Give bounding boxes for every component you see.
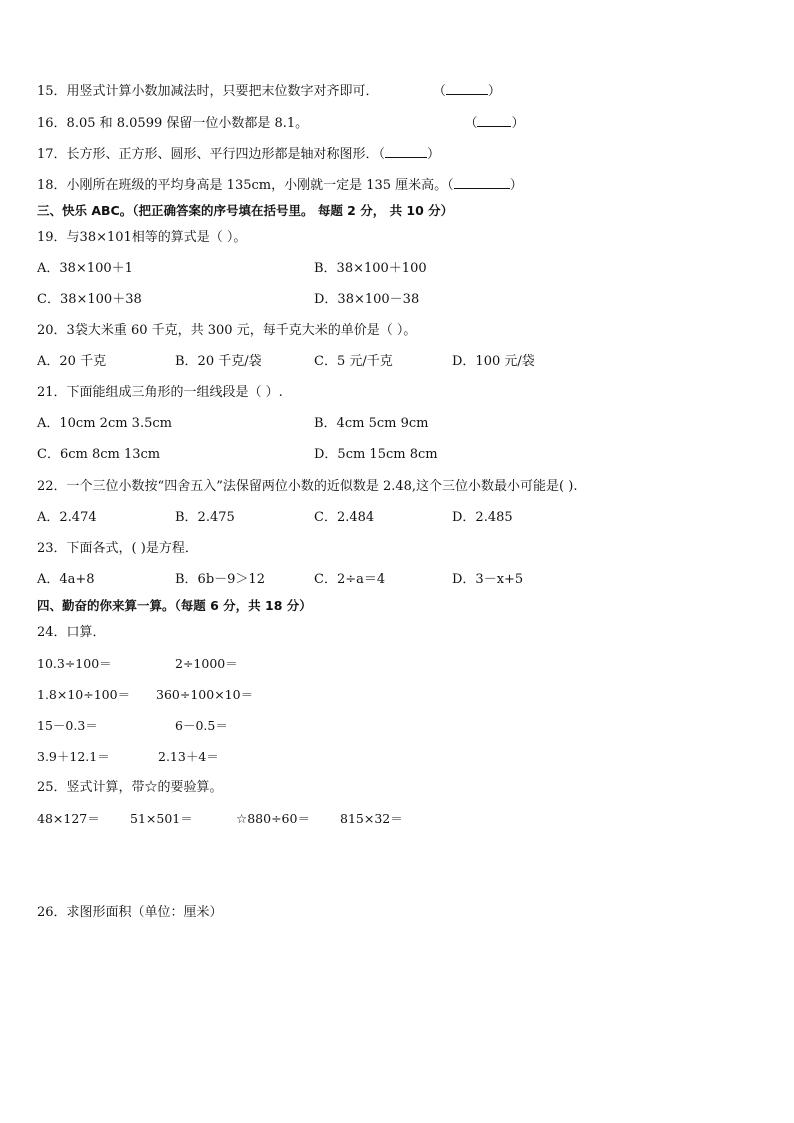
question-23-stem: 23．下面各式，( )是方程． <box>37 541 198 556</box>
question-25-stem: 25．竖式计算，带☆的要验算。 <box>37 780 223 795</box>
question-text: 15．用竖式计算小数加减法时，只要把末位数字对齐即可． <box>37 84 379 99</box>
answer-blank[interactable] <box>477 114 511 127</box>
question-text: 18．小刚所在班级的平均身高是 135cm，小刚就一定是 135 厘米高。（ <box>37 178 454 193</box>
question-22-stem: 22．一个三位小数按“四舍五入”法保留两位小数的近似数是 2.48,这个三位小数最小可能是( ). <box>37 479 578 494</box>
mental-calc-item: 1.8×10÷100＝ <box>37 687 131 702</box>
answer-paren-open: （ <box>432 84 446 99</box>
answer-blank[interactable] <box>446 82 488 95</box>
question-20-stem: 20．3袋大米重 60 千克，共 300 元，每千克大米的单价是（ ）。 <box>37 323 417 338</box>
option-b[interactable]: B．38×100＋100 <box>314 261 427 276</box>
vertical-calc-item: 48×127＝ <box>37 811 100 826</box>
option-a[interactable]: A．4a+8 <box>37 572 95 587</box>
question-18 <box>37 176 523 195</box>
section-3-title: 三、快乐 ABC。（把正确答案的序号填在括号里。 每题 2 分， 共 10 分） <box>37 203 454 218</box>
option-c[interactable]: C．6cm 8cm 13cm <box>37 447 161 462</box>
answer-paren-close: ） <box>487 84 501 99</box>
answer-blank[interactable] <box>385 145 427 158</box>
option-d[interactable]: D．3－x+5 <box>452 572 524 587</box>
answer-paren-open: （ <box>464 116 478 131</box>
mental-calc-item: 10.3÷100＝ <box>37 656 112 671</box>
option-c[interactable]: C．2÷a＝4 <box>314 572 386 587</box>
option-c[interactable]: C．38×100＋38 <box>37 292 142 307</box>
question-24-stem: 24．口算． <box>37 625 106 640</box>
option-b[interactable]: B．4cm 5cm 9cm <box>314 416 429 431</box>
question-text: 17．长方形、正方形、圆形、平行四边形都是轴对称图形．（ <box>37 147 386 162</box>
option-b[interactable]: B．20 千克/袋 <box>175 354 262 369</box>
question-17 <box>37 145 440 164</box>
vertical-calc-item: 815×32＝ <box>340 811 403 826</box>
option-a[interactable]: A．10cm 2cm 3.5cm <box>37 416 172 431</box>
answer-paren-close: ） <box>509 178 523 193</box>
option-b[interactable]: B．6b－9＞12 <box>175 572 265 587</box>
question-26-stem: 26．求图形面积（单位：厘米） <box>37 905 223 920</box>
question-text: 16．8.05 和 8.0599 保留一位小数都是 8.1。 <box>37 116 309 131</box>
mental-calc-item: 360÷100×10＝ <box>156 687 254 702</box>
mental-calc-item: 3.9＋12.1＝ <box>37 749 110 764</box>
mental-calc-item: 2.13＋4＝ <box>158 749 219 764</box>
question-15 <box>37 82 501 101</box>
mental-calc-item: 2÷1000＝ <box>175 656 238 671</box>
answer-paren-close: ） <box>511 116 525 131</box>
vertical-calc-item: 51×501＝ <box>130 811 193 826</box>
mental-calc-item: 6－0.5＝ <box>175 718 228 733</box>
question-21-stem: 21．下面能组成三角形的一组线段是（ ）. <box>37 385 283 400</box>
question-16 <box>37 114 525 133</box>
option-c[interactable]: C．5 元/千克 <box>314 354 393 369</box>
answer-blank[interactable] <box>454 176 510 189</box>
option-d[interactable]: D．38×100－38 <box>314 292 420 307</box>
option-d[interactable]: D．100 元/袋 <box>452 354 535 369</box>
option-c[interactable]: C．2.484 <box>314 510 375 525</box>
option-d[interactable]: D．2.485 <box>452 510 513 525</box>
option-b[interactable]: B．2.475 <box>175 510 235 525</box>
option-a[interactable]: A．2.474 <box>37 510 97 525</box>
vertical-calc-item: ☆880÷60＝ <box>236 811 310 826</box>
question-19-stem: 19．与38×101相等的算式是（ ）。 <box>37 230 247 245</box>
mental-calc-item: 15－0.3＝ <box>37 718 98 733</box>
section-4-title: 四、勤奋的你来算一算。（每题 6 分，共 18 分） <box>37 598 312 613</box>
option-d[interactable]: D．5cm 15cm 8cm <box>314 447 438 462</box>
answer-paren-close: ） <box>427 147 441 162</box>
option-a[interactable]: A．20 千克 <box>37 354 107 369</box>
option-a[interactable]: A．38×100＋1 <box>37 261 133 276</box>
